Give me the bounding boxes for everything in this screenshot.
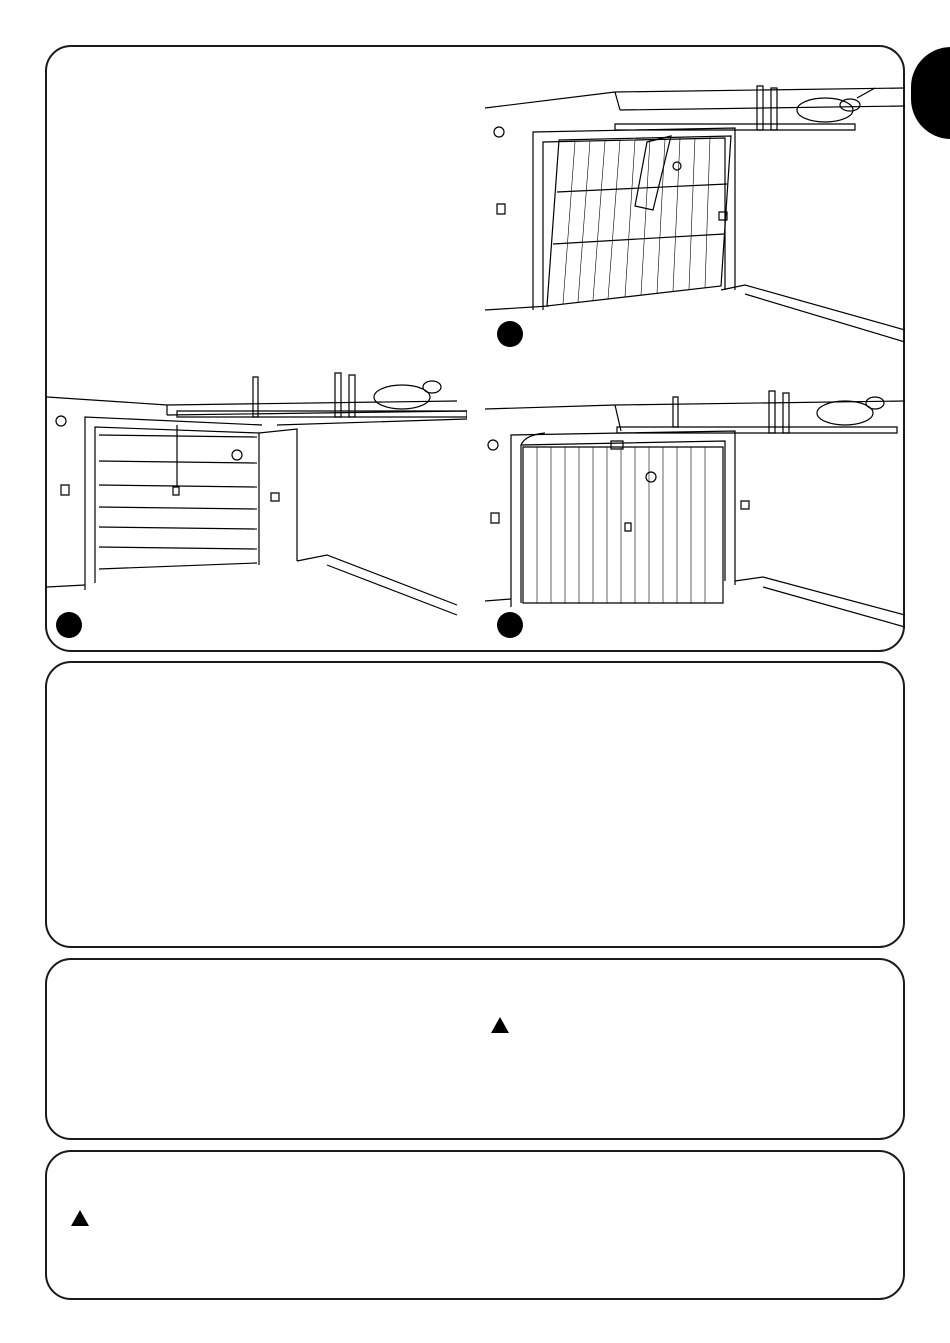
notice-panel xyxy=(45,1150,905,1300)
tilting-garage-door-illustration xyxy=(485,80,905,350)
figure-marker xyxy=(56,612,82,638)
sectional-garage-door-illustration xyxy=(47,365,467,645)
safety-panel xyxy=(45,958,905,1140)
figure-marker xyxy=(497,612,523,638)
warning-triangle-icon xyxy=(71,1210,89,1226)
language-tab xyxy=(911,47,950,139)
warning-triangle-icon xyxy=(491,1017,509,1033)
up-and-over-garage-door-illustration xyxy=(485,385,905,645)
figure-marker xyxy=(497,321,523,347)
text-panel xyxy=(45,661,905,948)
